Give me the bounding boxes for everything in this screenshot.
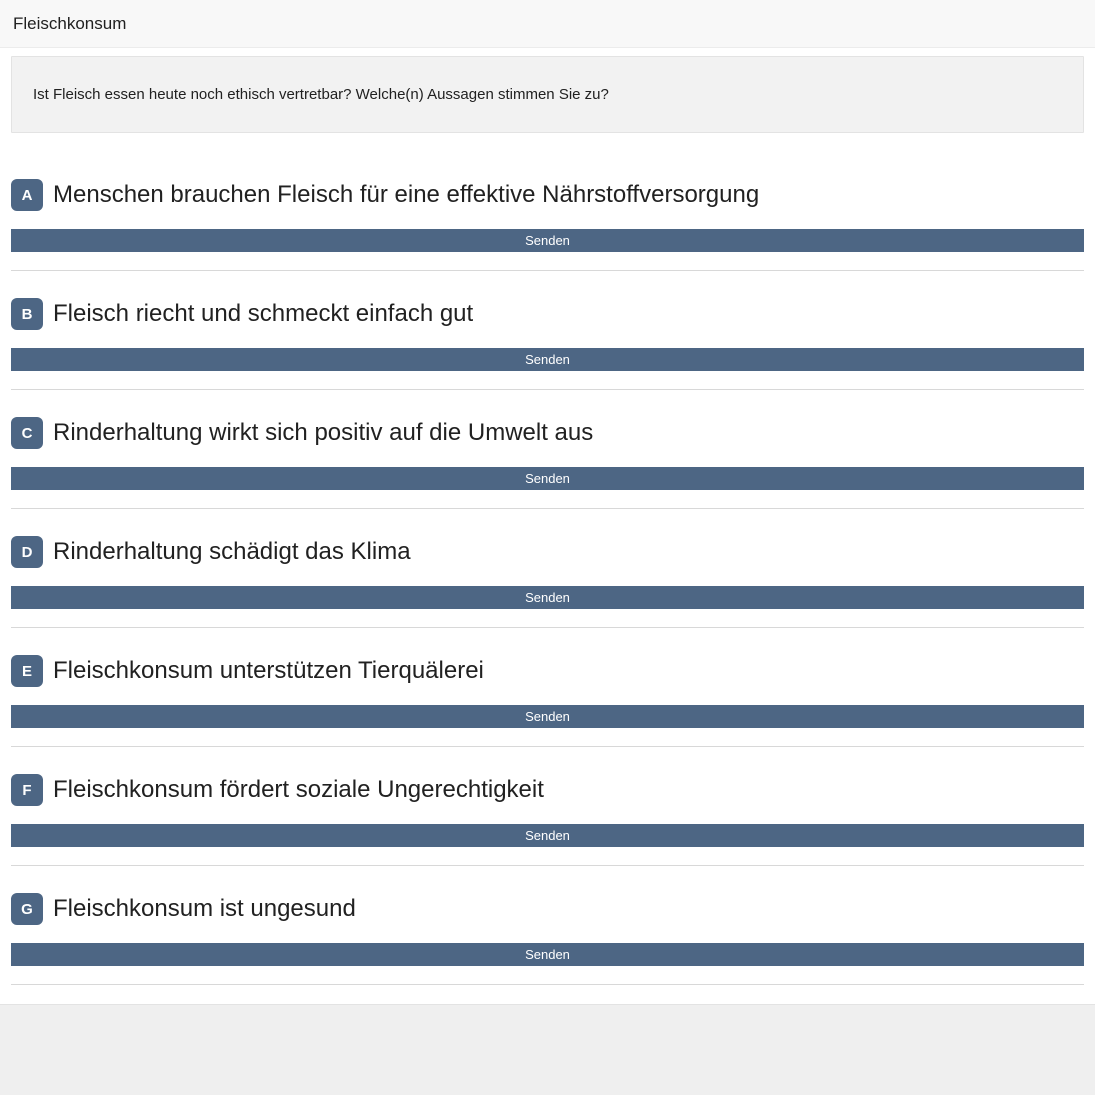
- option-label: Rinderhaltung schädigt das Klima: [53, 538, 411, 565]
- footer-area: [0, 1004, 1095, 1095]
- option-letter-badge: B: [11, 298, 43, 330]
- option-label: Fleischkonsum ist ungesund: [53, 895, 356, 922]
- divider: [11, 984, 1084, 985]
- answer-option-row[interactable]: [11, 774, 1084, 806]
- answer-option-row[interactable]: [11, 655, 1084, 687]
- page-title: Fleischkonsum: [13, 13, 127, 33]
- divider: [11, 389, 1084, 390]
- top-header-bar: [0, 0, 1095, 48]
- answer-option-row[interactable]: [11, 417, 1084, 449]
- divider: [11, 627, 1084, 628]
- answer-option-row[interactable]: [11, 893, 1084, 925]
- answer-option: [11, 655, 1084, 747]
- answer-option-row[interactable]: [11, 179, 1084, 211]
- send-button[interactable]: Senden: [11, 824, 1084, 847]
- divider: [11, 865, 1084, 866]
- answer-option-row[interactable]: [11, 298, 1084, 330]
- option-label: Fleisch riecht und schmeckt einfach gut: [53, 300, 474, 327]
- answer-option: [11, 774, 1084, 866]
- answer-option: [11, 298, 1084, 390]
- send-button[interactable]: Senden: [11, 467, 1084, 490]
- answer-option: [11, 893, 1084, 985]
- answer-option: [11, 536, 1084, 628]
- send-button[interactable]: Senden: [11, 943, 1084, 966]
- question-box: [11, 56, 1084, 133]
- send-button[interactable]: Senden: [11, 586, 1084, 609]
- answer-option-row[interactable]: [11, 536, 1084, 568]
- divider: [11, 746, 1084, 747]
- option-letter-badge: A: [11, 179, 43, 211]
- option-letter-badge: C: [11, 417, 43, 449]
- divider: [11, 508, 1084, 509]
- send-button[interactable]: Senden: [11, 705, 1084, 728]
- option-letter-badge: F: [11, 774, 43, 806]
- option-label: Fleischkonsum fördert soziale Ungerechtigkeit: [53, 776, 544, 803]
- answer-options-list: [11, 133, 1084, 985]
- option-letter-badge: E: [11, 655, 43, 687]
- divider: [11, 270, 1084, 271]
- send-button[interactable]: Senden: [11, 229, 1084, 252]
- option-label: Rinderhaltung wirkt sich positiv auf die Umwelt aus: [53, 419, 594, 446]
- answer-option: [11, 179, 1084, 271]
- option-label: Fleischkonsum unterstützen Tierquälerei: [53, 657, 484, 684]
- option-letter-badge: D: [11, 536, 43, 568]
- option-label: Menschen brauchen Fleisch für eine effektive Nährstoffversorgung: [53, 181, 760, 208]
- question-text: Ist Fleisch essen heute noch ethisch vertretbar? Welche(n) Aussagen stimmen Sie zu?: [33, 86, 609, 103]
- send-button[interactable]: Senden: [11, 348, 1084, 371]
- answer-option: [11, 417, 1084, 509]
- option-letter-badge: G: [11, 893, 43, 925]
